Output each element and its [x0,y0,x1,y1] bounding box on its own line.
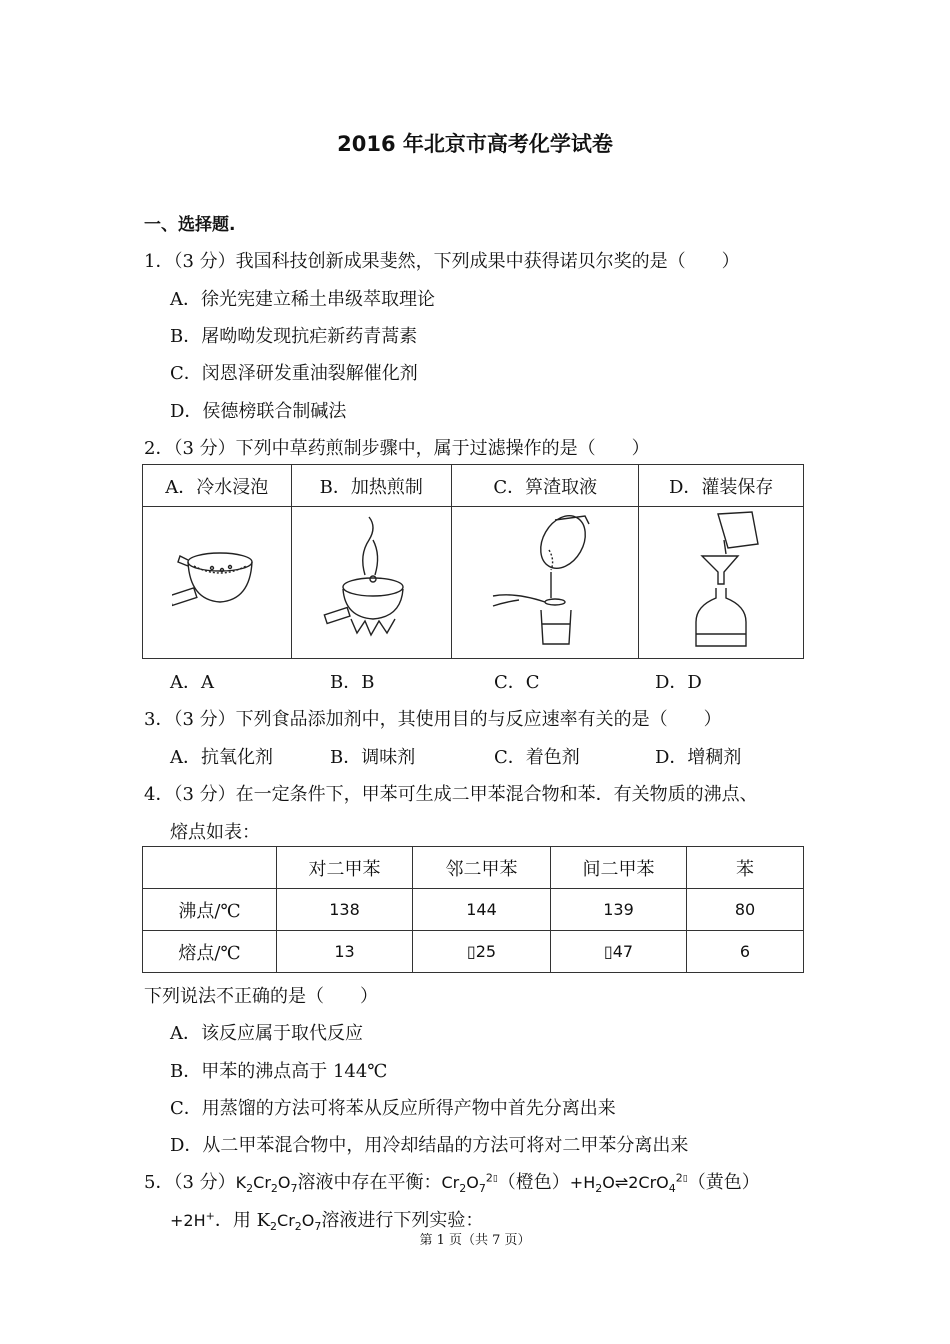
q1-option-d: D．侯德榜联合制碱法 [170,401,347,422]
q4-row-label: 沸点/℃ [143,889,277,931]
q4-cell: 138 [277,889,413,931]
q4-stem-line2: 熔点如表： [170,822,260,843]
q1-option-c: C．闵恩泽研发重油裂解催化剂 [170,363,418,384]
q2-header-b: B．加热煎制 [291,465,451,507]
missing-glyph-icon: ▯ [466,942,476,961]
q4-cell: 144 [413,889,551,931]
q3-option-a: A．抗氧化剂 [170,747,273,768]
missing-glyph-icon: ▯ [682,1174,688,1184]
q2-option-c: C．C [494,672,540,693]
q4-cell: ▯25 [413,931,551,973]
pot-soaking-image [143,507,292,659]
q5-stem-line2: +2H+．用 $K_2Cr_2O_7$溶液进行下列实验： [170,1209,484,1234]
q4-option-d: D．从二甲苯混合物中，用冷却结晶的方法可将对二甲苯分离出来 [170,1135,689,1156]
page-footer: 第 1 页（共 7 页） [419,1233,531,1248]
pot-heating-image [291,507,451,659]
q3-option-c: C．着色剂 [494,747,580,768]
page-title: 2016 年北京市高考化学试卷 [337,132,613,156]
q4-table-header-0 [143,847,277,889]
q4-stem-line1: 4．（3 分）在一定条件下，甲苯可生成二甲苯混合物和苯．有关物质的沸点、 [144,784,758,805]
missing-glyph-icon: ▯ [603,942,613,961]
q4-cell: 6 [687,931,804,973]
q4-cell: 13 [277,931,413,973]
q4-table-header-1: 对二甲苯 [277,847,413,889]
q4-table-header-4: 苯 [687,847,804,889]
q2-stem: 2．（3 分）下列中草药煎制步骤中，属于过滤操作的是（ ） [144,438,650,459]
q5-stem-line1: 5．（3 分）$K_2Cr_2O_7$溶液中存在平衡：$Cr_2O_7^{2▯}$（橙色）$+H_2O\rightleftharpoons 2CrO_4^{2▯}$（黄色） [144,1171,760,1196]
q4-row-label: 熔点/℃ [143,931,277,973]
q2-option-a: A．A [170,672,214,693]
q2-header-c: C．箅渣取液 [451,465,638,507]
q4-table-header-2: 邻二甲苯 [413,847,551,889]
section-heading: 一、选择题. [144,215,236,235]
q4-cell: 80 [687,889,804,931]
q1-option-a: A．徐光宪建立稀土串级萃取理论 [170,289,435,310]
q2-header-d: D．灌装保存 [639,465,804,507]
q4-table-header-3: 间二甲苯 [551,847,687,889]
q3-stem: 3．（3 分）下列食品添加剂中，其使用目的与反应速率有关的是（ ） [144,709,722,730]
q2-option-d: D．D [655,672,702,693]
q4-option-b: B．甲苯的沸点高于 144℃ [170,1061,388,1082]
bottle-filling-image [639,507,804,659]
q4-question: 下列说法不正确的是（ ） [144,986,378,1007]
q2-option-b: B．B [330,672,375,693]
q4-cell: 139 [551,889,687,931]
q2-image-table [142,464,804,659]
q3-option-b: B．调味剂 [330,747,416,768]
q4-option-c: C．用蒸馏的方法可将苯从反应所得产物中首先分离出来 [170,1098,616,1119]
q4-option-a: A．该反应属于取代反应 [170,1023,363,1044]
q3-option-d: D．增稠剂 [655,747,742,768]
missing-glyph-icon: ▯ [492,1174,498,1184]
q4-cell: ▯47 [551,931,687,973]
q4-property-table [142,846,804,973]
q1-stem: 1．（3 分）我国科技创新成果斐然，下列成果中获得诺贝尔奖的是（ ） [144,251,740,272]
q1-option-b: B．屠呦呦发现抗疟新药青蒿素 [170,326,418,347]
q2-header-a: A．冷水浸泡 [143,465,292,507]
pot-straining-image [451,507,638,659]
